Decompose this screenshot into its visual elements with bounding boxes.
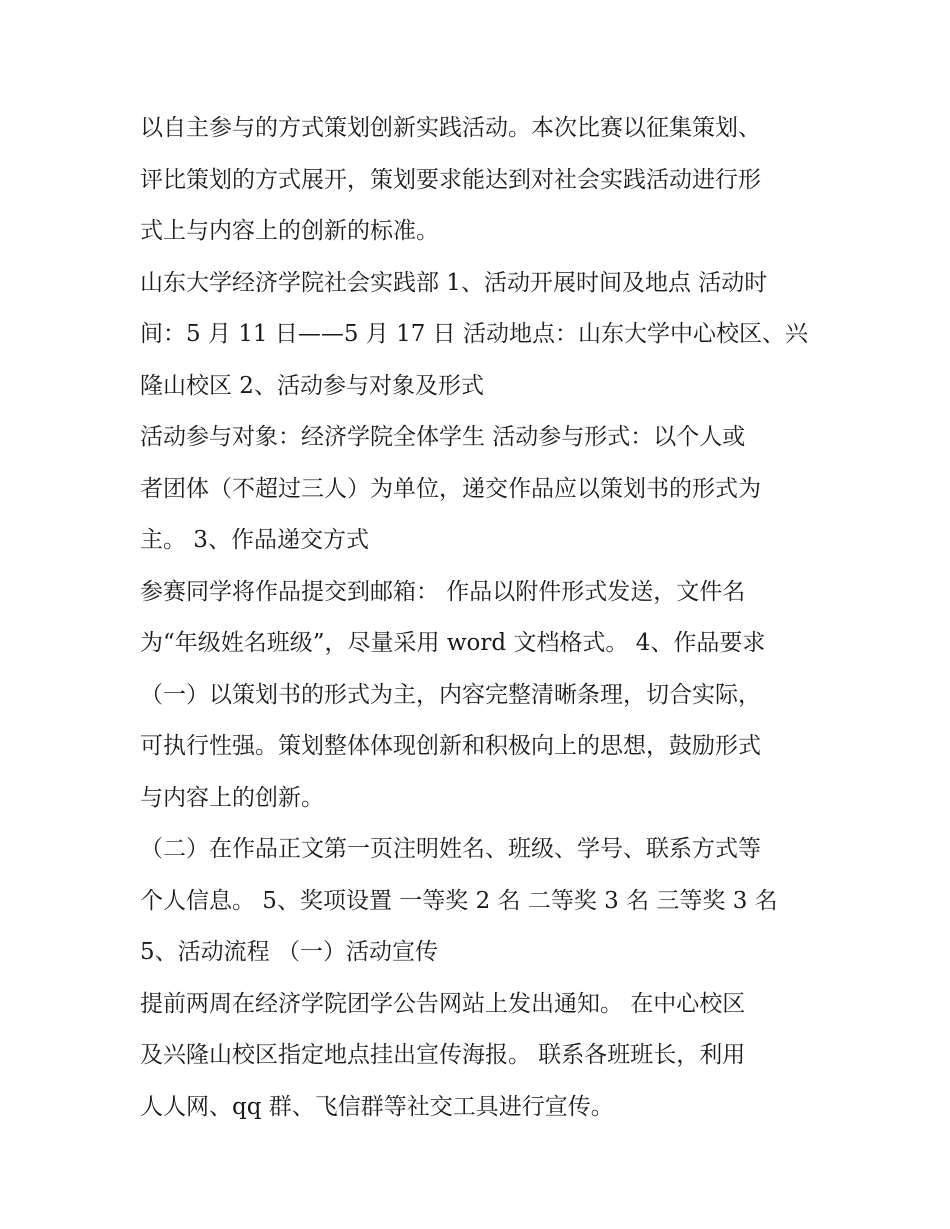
text-line: 提前两周在经济学院团学公告网站上发出通知。 在中心校区 <box>140 990 746 1017</box>
text-line: 隆山校区 2、活动参与对象及形式 <box>140 372 484 399</box>
text-line: 活动参与对象：经济学院全体学生 活动参与形式：以个人或 <box>140 424 746 450</box>
text-line: 为“年级姓名班级”，尽量采用 word 文档格式。 4、作品要求 <box>140 630 766 656</box>
text-line: 评比策划的方式展开，策划要求能达到对社会实践活动进行形 <box>140 166 761 193</box>
text-line: 者团体（不超过三人）为单位，递交作品应以策划书的形式为 <box>140 475 761 502</box>
document-body <box>140 103 820 1133</box>
text-line: （二）在作品正文第一页注明姓名、班级、学号、联系方式等 <box>140 836 761 862</box>
text-line: 5、活动流程 （一）活动宣传 <box>140 939 438 965</box>
text-line: 主。 3、作品递交方式 <box>140 527 369 553</box>
text-line: 山东大学经济学院社会实践部 1、活动开展时间及地点 活动时 <box>140 269 768 296</box>
text-line: 及兴隆山校区指定地点挂出宣传海报。 联系各班班长，利用 <box>140 1042 746 1068</box>
text-line: （一）以策划书的形式为主，内容完整清晰条理，切合实际， <box>140 681 761 708</box>
text-line: 间：5 月 11 日——5 月 17 日 活动地点：山东大学中心校区、兴 <box>140 321 808 347</box>
text-line: 人人网、qq 群、飞信群等社交工具进行宣传。 <box>140 1093 614 1120</box>
text-line: 以自主参与的方式策划创新实践活动。本次比赛以征集策划、 <box>140 115 761 141</box>
text-line: 参赛同学将作品提交到邮箱： 作品以附件形式发送，文件名 <box>140 578 746 605</box>
text-line: 式上与内容上的创新的标准。 <box>140 218 439 244</box>
text-line: 与内容上的创新。 <box>140 784 324 811</box>
text-line: 个人信息。 5、奖项设置 一等奖 2 名 二等奖 3 名 三等奖 3 名 <box>140 887 778 914</box>
text-line: 可执行性强。策划整体体现创新和积极向上的思想，鼓励形式 <box>140 733 761 759</box>
